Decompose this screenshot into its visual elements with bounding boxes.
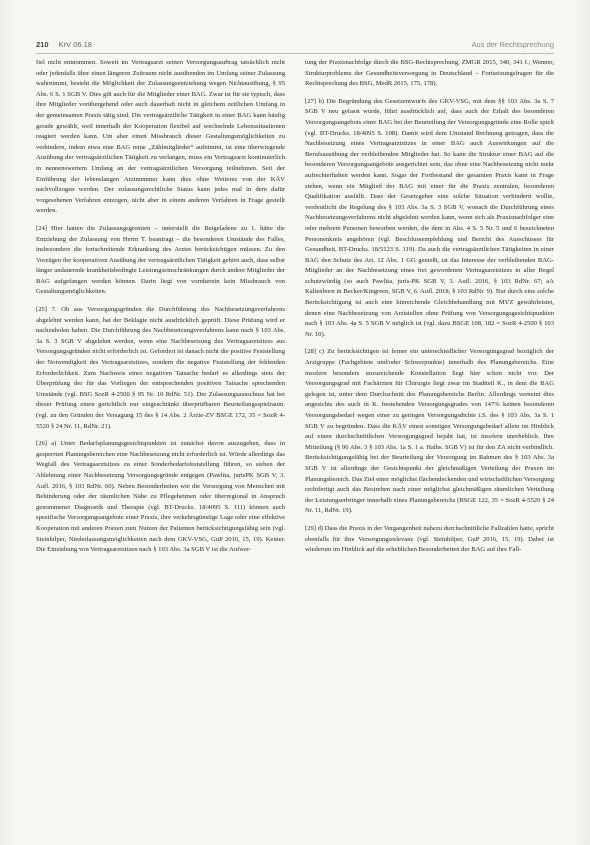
left-column [36,58,285,563]
paragraph: [28] c) Zu berücksichtigen ist ferner ein unterschiedlicher Versorgungsgrad bezüglich der Arztgruppe (Fachgebiete und/oder Schwerpunkte) innerhalb des Planungsbereichs. Eine insofern besonders unzureichende Konstellation liegt hier schon nicht vor. Der Versorgungsgrad mit Fachärzten für Chirurgie liegt zwar im Stadtteil K., in dem die BAG gelegen ist, unter dem Durchschnitt des Planungsbereichs Berlin. Allerdings verneint dies angesichts des auch in K. bestehenden Versorgungsgrades von 147% keinen besonderen Versorgungsbedarf wegen einer zu geringen Versorgungsdichte i.S. des § 103 Abs. 3a S. 1 SGB V zu begründen. Dass die KÄV einen sonstigen Versorgungsbedarf allein im Hinblick auf einen durchschnittlichen Versorgungsgrad bejaht hat, ist insofern unerheblich. Ihre Mitteilung (§ 96 Abs. 3 § 103 Abs. 1a S. 1 a. Halbs. SGB V) ist für den ZA nicht verbindlich. Berücksichtigungsfähig bei der Beurteilung der Versorgung im Rahmen des § 103 Abs. 3a SGB V ist allerdings der Gesichtspunkt der gleichmäßigen Verteilung der Praxen im Planungsbereich. Das Ziel einer möglichst flächendeckenden und wirtschaftlichen Versorgung rechtfertigt auch das Bestreben nach einer möglichst gleichmäßigen räumlichen Verteilung der Leistungserbringer innerhalb eines Planungsbereichs (BSGE 122, 35 = SozR 4-5520 § 24 Nr. 11, RdNr. 19). [305,348,554,515]
right-column [305,58,554,563]
paragraph: [25] 7. Ob aus Versorgungsgründen die Durchführung des Nachbesetzungsverfahrens abgelehnt werden kann, hat der Beklagte nicht ausdrücklich geprüft. Diese Prüfung wird er nachzuholen haben. Die Durchführung des Nachbesetzungsverfahrens kann nach § 103 Abs. 3a S. 3 SGB V abgelehnt werden, wenn eine Nachbesetzung des Vertragsarztsitzes aus Versorgungsgründen nicht erforderlich ist. Gefordert ist danach nicht die positive Feststellung der Notwendigkeit des Vertragsarztsitzes, sondern die negative Feststellung der fehlenden Erforderlichkeit. Zum Nachweis eines negativen Tatsache bedarf es allerdings stets der Überprüfung der für das Vorliegen der entsprechenden positiven Tatsache sprechenden Umstände (vgl. BSG SozR 4-2500 § 95 Nr. 10 RdNr. 51). Der Zulassungsausschuss hat bei dieser Prüfung einen gerichtlich nur eingeschränkt überprüfbaren Beurteilungsspielraum. (vgl. zu den Gründen der Versagung 15 des § 14 Abs. 2 Ärzte-ZV BSGE 172, 35 = SozR 4-5520 § 24 Nr. 11, RdNr. 21). [36,306,285,430]
paragraph: [26] a) Unter Bedarfsplanungsgesichtspunkten ist zunächst davon auszugehen, dass in gesperrten Planungsbereichen eine Nachbesetzung nicht erforderlich ist. Würde allerdings das Wegfall des Vertragsarztsitzes zu einer Sonderbedarfsfeststellung führen, so stehen der Ablehnung einer Nachbesetzung Versorgungsgründe entgegen (Pawlita, jurisPK SGB V, 3. Aufl. 2016, § 103 RdNr. 60). Neben Besonderheiten wie die Versorgung von Menschen mit Behinderung oder der räumlichen Nähe zu Pflegeheimen oder überregional in Anspruch genommener Diagnostik und Therapie (vgl. BT-Drucks. 18/4095 S. 111) können auch spezifische Versorgungsangebote einer Praxis, ihre verkehrsgünstige Lage oder eine effektive Kooperation mit anderen Praxen zum Nutzen der Patienten berücksichtigungsfähig sein (vgl. Steinhilper, Niederlassungsmöglichkeiten nach dem GKV-VSG, GuP 2016, 15, 19). Keiner. Die Einziehung von Vertragsarztsitzen nach § 103 Abs. 3a SGB V ist die Aufwer- [36,440,285,554]
header-rule [36,53,554,54]
paragraph: [24] Hier hatten die Zulassungsgremien – unterstellt die Beigeladene zu 1. hätte die Entziehung der Zulassung von Herrn T. beantragt – die besonderen Umstände des Falles, insbesondere die fortschreitende Erkrankung des Arztes berücksichtigen müssen. Zu den Vorzügen der kooperativen Ausübung der vertragsärztlichen Tätigkeit gehört auch, dass selbst länger andauernde krankheitsbedingte Leistungseinschränkungen durch andere Mitglieder der BAG aufgefangen werden können. Darin liegt von vornherein kein Missbrauch von Gestaltungsmöglichkeiten. [36,224,285,296]
paragraph: fiel nicht entnommen. Soweit im Vertragsarzt seinen Versorgungsauftrag tatsächlich nicht oder jedenfalls über einen längeren Zeitraum nicht ausübenden im Umfang seiner Zulassung wahrnimmt, besteht die Möglichkeit der Zulassungsentziehung wegen Nichtausübung, § 95 Abs. 6 S. 1 SGB V. Dies gilt auch für die Mitglieder einer BAG. Zwar ist für sie typisch, dass ihre Mitglieder vorübergehend oder auch dauerhaft nicht in gleichem zeitlichen Umfang in der gemeinsamen Praxis tätig sind. Die vertragsärztliche Tätigkeit in einer BAG kann häufig gerade gewählt, weil innerhalb der Kooperation flexibel auf wechselnde Lebenssituationen reagiert werden kann. Um aber einen Missbrauch dieser Gestaltungsmöglichkeiten zu verhindern, indem etwa eine BAG reine „Zählmitglieder“ aufnimmt, ist eine überwiegende Ausübung der vertragsärztlichen Tätigkeit zu verlangen, muss ein Vertragsarzt kontinuierlich in nennenswertem Umfang an der vertragsärztlichen Versorgung teilnehmen. Seit der Einführung der lebenslangen Arztnummer kann dies ohne Weiteres von der KÄV nachvollzogen werden. Der zulassungsrechtliche Status kann jedes mal in dem dafür vorgesehenen Verfahren entzogen, nicht aber in einem anderen Verfahren in Frage gestellt werden. [36,59,285,215]
header-left [36,40,92,49]
section-title: Aus der Rechtsprechung [471,40,554,49]
page-number: 210 [36,40,49,49]
paragraph: [29] d) Dass die Praxis in der Vergangenheit nahezu durchschnittliche Fallzahlen hatte, spricht ebenfalls für ihre Versorgungsrelevanz (vgl. Steinhilper, GuP 2016, 15, 19). Dabei ist wiederum im Hinblick auf die erheblichen Besonderheiten der BAG auf ihre Fall- [305,524,554,554]
journal-title: KrV 06.18 [58,40,92,49]
paragraph: tung der Praxisnachfolge durch die BSG-Rechtsprechung, ZMGR 2015, 340, 341 f.; Wenner, Strukturprobleme der Gesundheitsversorgung in Deutschland – Fortsetzungsfragen für die Rechtsprechung des BSG, MedR 2015, 175, 178). [305,59,554,88]
page-header [36,40,554,54]
paragraph: [27] b) Die Begründung des Gesetzentwurfs des GKV-VSG, mit dem §§ 103 Abs. 3a S. 7 SGB V neu gefasst wurde, führt ausdrücklich auf, dass auch der Erhalt des besonderen Versorgungsangebots einer BAG bei der Beurteilung der Versorgungsgründe eine Rolle spielt (vgl. BT-Drucks. 18/4095 S. 108). Damit wird dem Umstand Rechnung getragen, dass die Nachbesetzung eines Vertragsarztsitzes in einer BAG auch Auswirkungen auf die Berufsausübung der verbleibenden Mitglieder hat. So kann die Struktur einer BAG auf die besonderen Versorgungsangebote ausgerichtet sein, das ohne eine Nachbesetzung nicht mehr aufrechterhalten werden kann. Sogar der Fortbestand der gesamten Praxis kann in Frage stehen, wenn ein Mitglied der BAG mit einer für die Praxis zentralen, besonderen Qualifikation ausfällt. Dass der Gesetzgeber eine solche Situation verhindern wollte, verdeutlicht die Regelung des § 103 Abs. 3a S. 3 SGB V, wonach die Durchführung eines Nachbesetzungsverfahrens nicht abgelehnt werden kann, wenn sich als Praxisnachfolger eine oder mehrere Personen beworben werden, die dem in Abs. 4 S. 5 Nr. 5 und 6 bezeichneten Personenkreis angehören (vgl. Beschlussempfehlung und Bericht des Ausschusses für Gesundheit, BT-Drucks. 18/5123 S. 119). Da auch die vertragsärztlichen Tätigkeiten in einer BAG den Schutz des Art. 12 Abs. 1 GG genießt, ist das Interesse der verbleibenden BAG-Mitglieder an der Nachbesetzung eines frei gewordenen Vertragsarztsitzes in aller Regel schutzwürdig (so auch Pawlita, juris-PK SGB V, 3. Aufl. 2016, § 103 RdNr. 67; aA Kaltenborn in Becker/Kingreen, SGB V, 6. Aufl. 2018, § 103 RdNr. 9). Nur durch eine solche Berücksichtigung ist auch eine hinreichende Gleichbehandlung mit MVZ gewährleistet, denen eine Nachbesetzung von Arztstellen ohne Prüfung von Versorgungsgesichtspunkten nach § 103 Abs. 4a S. 5 SGB V möglich ist (vgl. dazu BSGE 108, 182 = SozR 4-2500 § 103 Nr. 10). [305,97,554,338]
